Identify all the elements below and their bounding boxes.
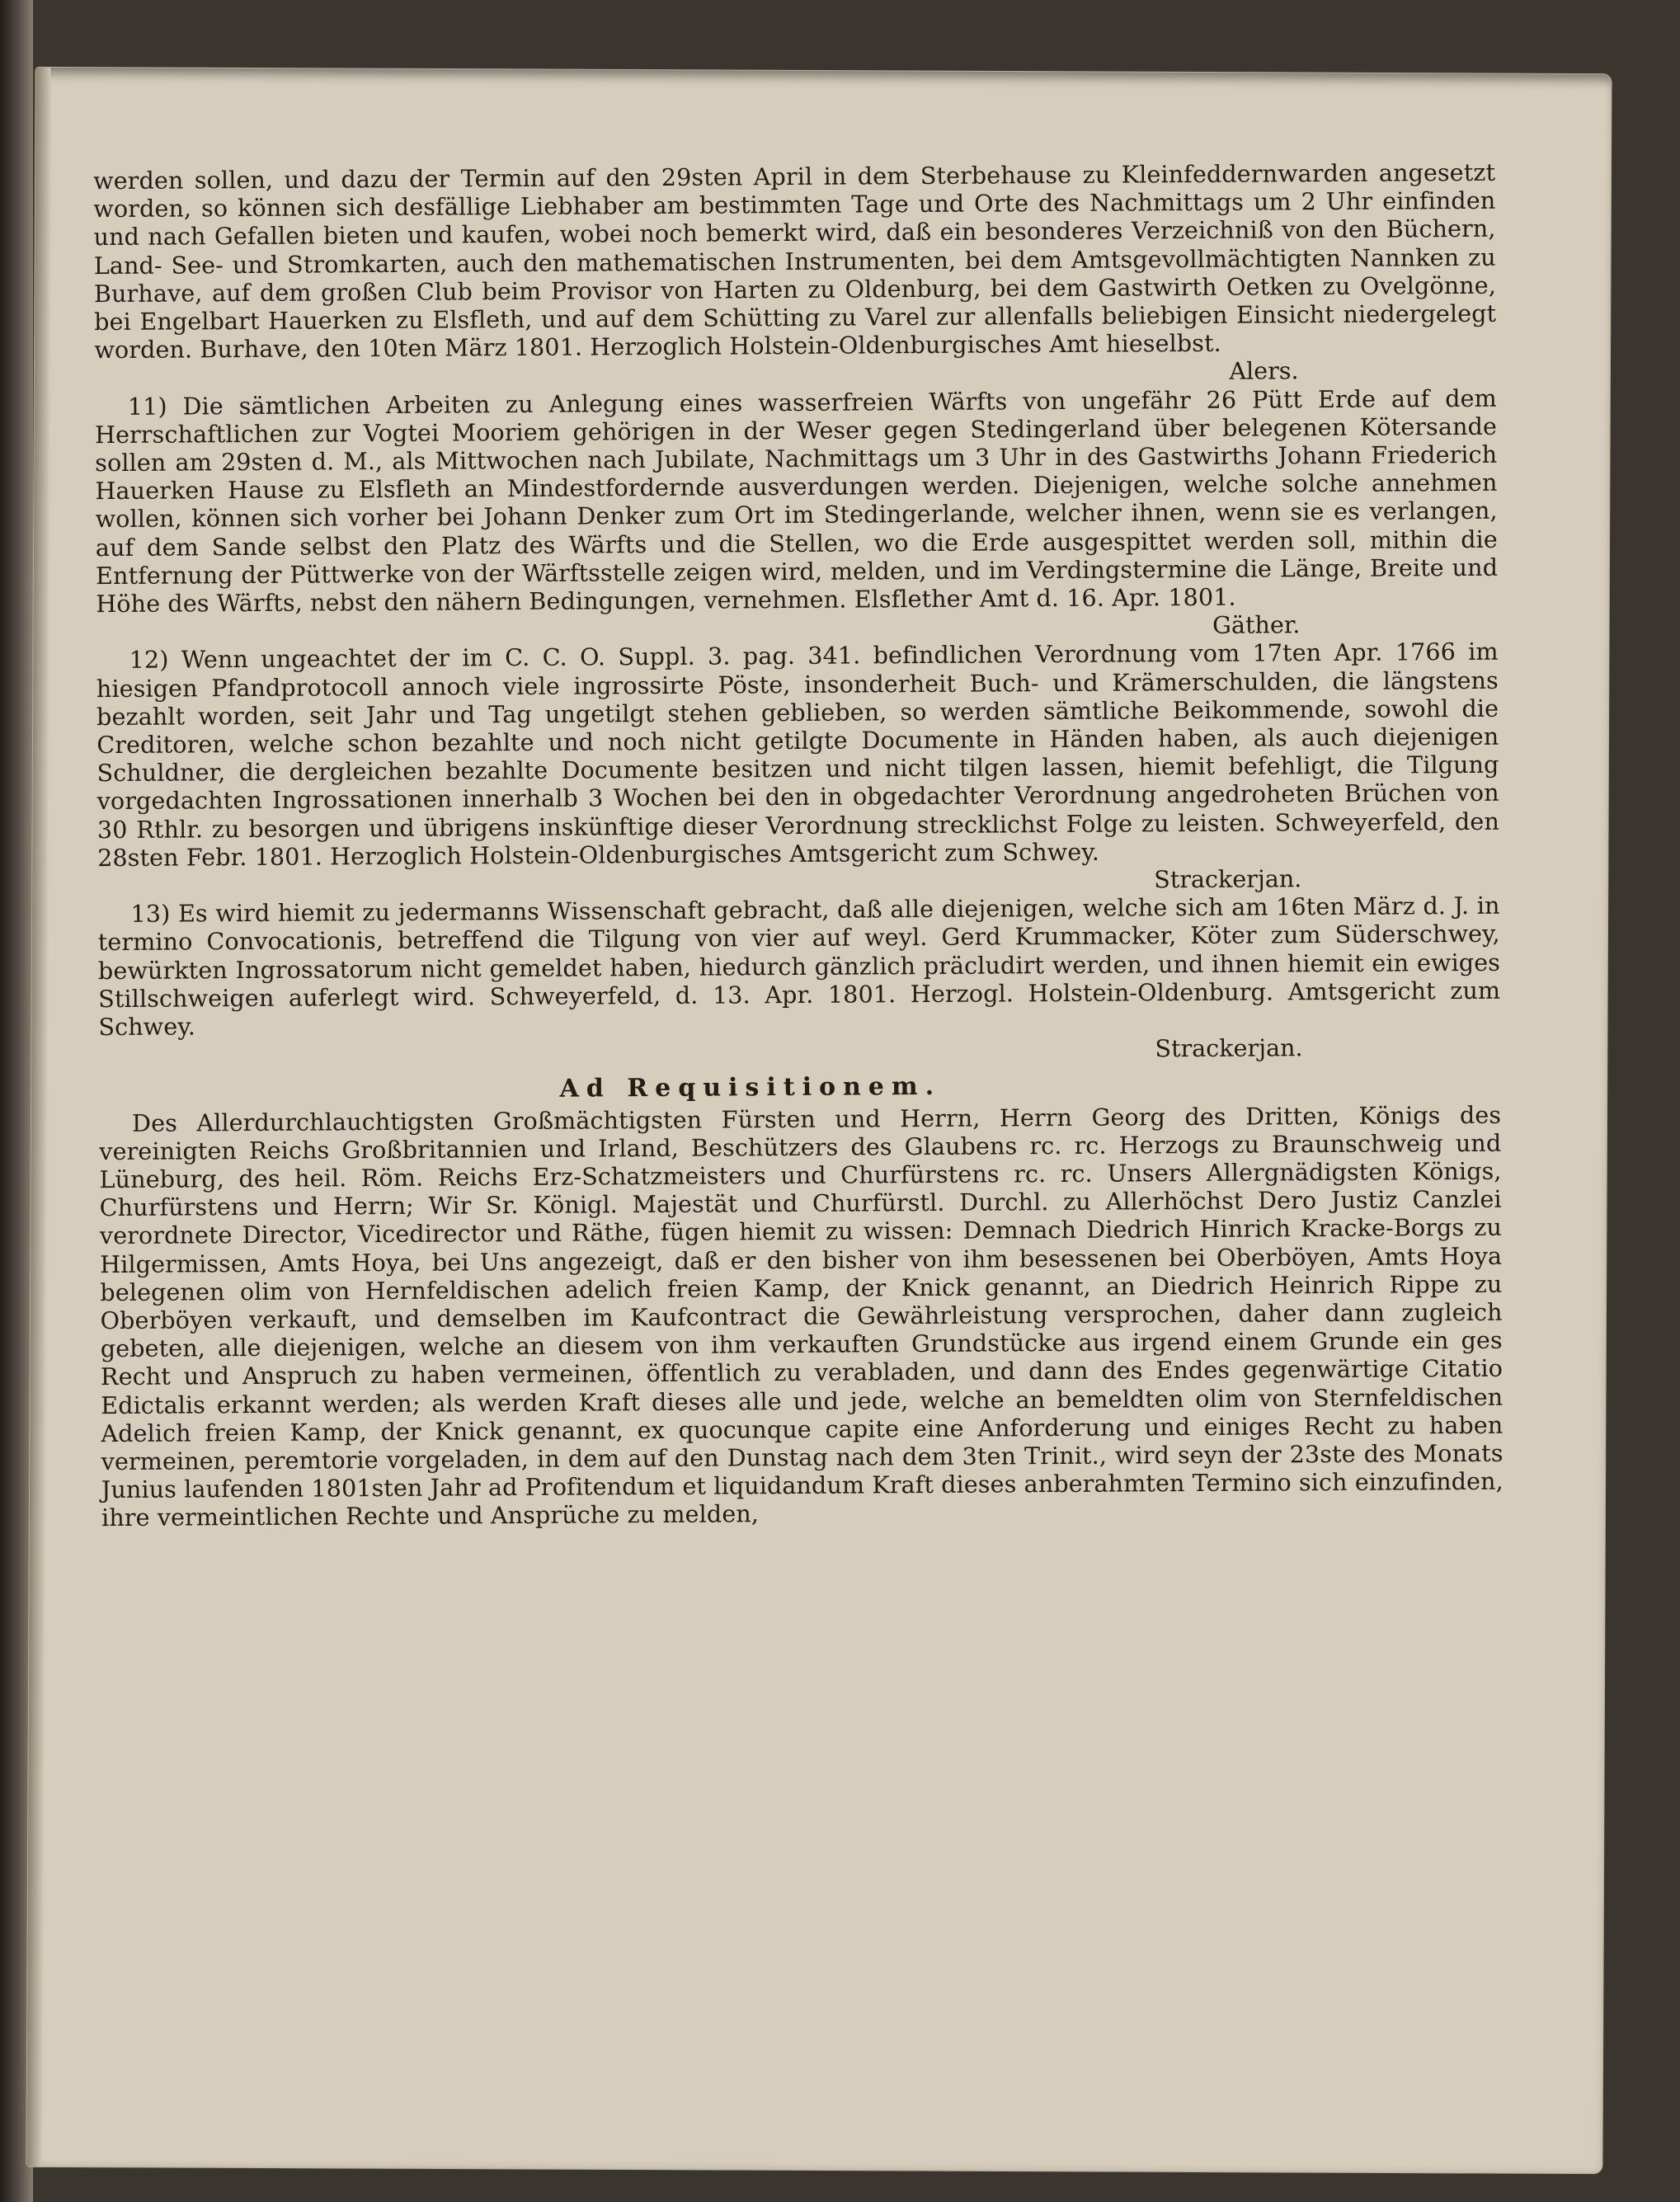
signature-13: Strackerjan. [1155,1033,1303,1063]
paragraph-13: 13) Es wird hiemit zu jedermanns Wissenschaft gebracht, daß alle diejenigen, welche sich am 16ten März d. J. in termino Convocationis, betreffend die Tilgung von vier auf weyl. Gerd Krummacker, Köter zum Süderschwey, bewürkten Ingrossatorum nicht gemeldet haben, hiedurch gänzlich präcludirt werden, und ihnen hiemit ein ewiges Stillschweigen auferlegt wird. Schweyerfeld, d. 13. Apr. 1801. Herzogl. Holstein-Oldenburg. Amtsgericht zum Schwey. [97,892,1501,1042]
paragraph-11: 11) Die sämtlichen Arbeiten zu Anlegung eines wasserfreien Wärfts von ungefähr 26 Pütt Erde auf dem Herrschaftlichen zur Vogtei Mooriem gehörigen in der Weser gegen Stedingerland über belegenen Kötersande sollen am 29sten d. M., als Mittwochen nach Jubilate, Nachmittags um 3 Uhr in des Gastwirths Johann Friederich Hauerken Hause zu Elsfleth an Mindestfordernde ausverdungen werden. Diejenigen, welche solche annehmen wollen, können sich vorher bei Johann Denker zum Ort im Stedingerlande, welcher ihnen, wenn sie es verlangen, auf dem Sande selbst den Platz des Wärfts und die Stellen, wo die Erde ausgespittet werden soll, mithin die Entfernung der Püttwerke von der Wärftsstelle zeigen wird, melden, und im Verdingstermine die Länge, Breite und Höhe des Wärfts, nebst den nähern Bedingungen, vernehmen. Elsflether Amt d. 16. Apr. 1801. [94,383,1499,619]
section-heading: Ad Requisitionem. [559,1071,942,1103]
signature-12: Strackerjan. [1154,864,1302,894]
paragraph-intro: werden sollen, und dazu der Termin auf den 29sten April in dem Sterbehause zu Kleinfeddernwarden angesetzt worden, so können sich desfällige Liebhaber am bestimmten Tage und Orte des Nachmittags um 2 Uhr einfinden und nach Gefallen bieten und kaufen, wobei noch bemerkt wird, daß ein besonderes Verzeichniß von den Büchern, Land- See- und Stromkarten, auch den mathematischen Instrumenten, bei dem Amtsgevollmächtigten Nannken zu Burhave, auf dem großen Club beim Provisor von Harten zu Oldenburg, bei dem Gastwirth Oetken zu Ovelgönne, bei Engelbart Hauerken zu Elsfleth, und auf dem Schütting zu Varel zur allenfalls beliebigen Einsicht niedergelegt worden. Burhave, den 10ten März 1801. Herzoglich Holstein-Oldenburgisches Amt hieselbst. [93,158,1497,365]
paragraph-requisition: Des Allerdurchlauchtigsten Großmächtigsten Fürsten und Herrn, Herrn Georg des Dritten, Königs des vereinigten Reichs Großbritannien und Irland, Beschützers des Glaubens rc. rc. Herzogs zu Braunschweig und Lüneburg, des heil. Röm. Reichs Erz-Schatzmeisters und Churfürstens rc. rc. Unsers Allergnädigsten Königs, Churfürstens und Herrn; Wir Sr. Königl. Majestät und Churfürstl. Durchl. zu Allerhöchst Dero Justiz Canzlei verordnete Director, Vicedirector und Räthe, fügen hiemit zu wissen: Demnach Diedrich Hinrich Kracke-Borgs zu Hilgermissen, Amts Hoya, bei Uns angezeigt, daß er den bisher von ihm besessenen bei Oberböyen, Amts Hoya belegenen olim von Hernfeldischen adelich freien Kamp, der Knick genannt, an Diedrich Heinrich Rippe zu Oberböyen verkauft, und demselben im Kaufcontract die Gewährleistung versprochen, daher dann zugleich gebeten, alle diejenigen, welche an diesem von ihm verkauften Grundstücke aus irgend einem Grunde ein ges Recht und Anspruch zu haben vermeinen, öffentlich zu verabladen, und dann des Endes gegenwärtige Citatio Edictalis erkannt werden; als werden Kraft dieses alle und jede, welche an bemeldten olim von Sternfeldischen Adelich freien Kamp, der Knick genannt, ex quocunque capite eine Anforderung und einiges Recht zu haben vermeinen, peremtorie vorgeladen, in dem auf den Dunstag nach dem 3ten Trinit., wird seyn der 23ste des Monats Junius laufenden 1801sten Jahr ad Profitendum et liquidandum Kraft dieses anberahmten Termino sich einzufinden, ihre vermeintlichen Rechte und Ansprüche zu melden, [99,1100,1504,1532]
document-page [26,68,1611,2173]
signature-11: Gäther. [1212,610,1301,640]
signature-intro: Alers. [1229,356,1299,386]
paragraph-12: 12) Wenn ungeachtet der im C. C. O. Suppl. 3. pag. 341. befindlichen Verordnung vom 17ten Apr. 1766 im hiesigen Pfandprotocoll annoch viele ingrossirte Pöste, insonderheit Buch- und Krämerschulden, die längstens bezahlt worden, seit Jahr und Tag ungetilgt stehen geblieben, so werden sämtliche Beikommende, sowohl die Creditoren, welche schon bezahlte und noch nicht getilgte Documente in Händen haben, als auch diejenigen Schuldner, die dergleichen bezahlte Documente besitzen und nicht tilgen lassen, hiemit befehligt, die Tilgung vorgedachten Ingrossationen innerhalb 3 Wochen bei den in obgedachter Verordnung angedroheten Brüchen von 30 Rthlr. zu besorgen und übrigens inskünftige dieser Verordnung strecklichst Folge zu leisten. Schweyerfeld, den 28sten Febr. 1801. Herzoglich Holstein-Oldenburgisches Amtsgericht zum Schwey. [96,638,1500,873]
page-text-block [93,158,1504,1532]
